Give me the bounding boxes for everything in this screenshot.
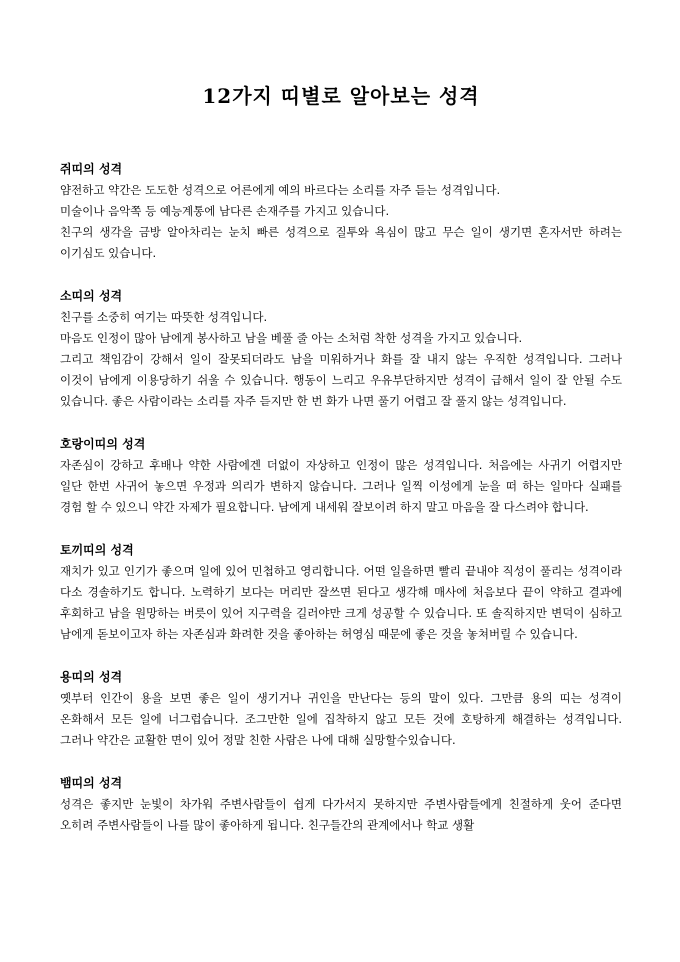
paragraph: 얌전하고 약간은 도도한 성격으로 어른에게 예의 바르다는 소리를 자주 듣는 성격입니다. [60,183,501,197]
paragraph: 재치가 있고 인기가 좋으며 일에 있어 민첩하고 영리합니다. 어떤 일을하면 빨리 끝내야 직성이 풀리는 성격이라 다소 경솔하기도 합니다. 노력하기 보다는 머리만 잘쓰면 된다고 생각해 매사에 처음보다 끝이 약하고 결과에 후회하고 남을 원망하는 버릇이 있어 지구력을 길러야만 크게 성공할 수 있습니다. 또 솔직하지만 변덕이 심하고 남에게 돋보이고자 하는 자존심과 화려한 것을 좋아하는 허영심 때문에 좋은 것을 놓쳐버릴 수 있습니다. [60,564,622,641]
section-heading: 용띠의 성격 [60,670,123,684]
document-title: 12가지 띠별로 알아보는 성격 [202,84,480,108]
section-rat [60,159,622,264]
paragraph: 그리고 책임감이 강해서 일이 잘못되더라도 남을 미워하거나 화를 잘 내지 않는 우직한 성격입니다. 그러나 이것이 남에게 이용당하기 쉬울 수 있습니다. 행동이 느리고 우유부단하지만 성격이 급해서 일이 잘 안될 수도 있습니다. 좋은 사람이라는 소리를 자주 듣지만 한 번 화가 나면 풀기 어렵고 잘 풀지 않는 성격입니다. [60,352,622,408]
section-dragon [60,667,622,751]
section-tiger [60,434,622,518]
section-snake [60,773,622,836]
section-heading: 소띠의 성격 [60,289,123,303]
paragraph: 성격은 좋지만 눈빛이 차가워 주변사람들이 쉽게 다가서지 못하지만 주변사람들에게 친절하게 웃어 준다면 오히려 주변사람들이 나를 많이 좋아하게 됩니다. 친구들간의 관계에서나 학교 생활 [60,797,622,832]
paragraph: 미술이나 음악쪽 등 예능계통에 남다른 손재주를 가지고 있습니다. [60,204,390,218]
paragraph: 친구의 생각을 금방 알아차리는 눈치 빠른 성격으로 질투와 욕심이 많고 무슨 일이 생기면 혼자서만 하려는 이기심도 있습니다. [60,225,622,260]
paragraph: 친구를 소중히 여기는 따뜻한 성격입니다. [60,310,268,324]
section-heading: 호랑이띠의 성격 [60,437,146,451]
section-heading: 쥐띠의 성격 [60,162,123,176]
section-rabbit [60,540,622,645]
document-body [60,80,622,858]
paragraph: 자존심이 강하고 후배나 약한 사람에겐 더없이 자상하고 인정이 많은 성격입니다. 처음에는 사귀기 어렵지만 일단 한번 사귀어 놓으면 우정과 의리가 변하지 않습니다. 그러나 일찍 이성에게 눈을 떠 하는 일마다 실패를 경험 할 수 있으니 약간 자제가 필요합니다. 남에게 내세워 잘보이려 하지 말고 마음을 잘 다스려야 합니다. [60,458,622,514]
paragraph: 옛부터 인간이 용을 보면 좋은 일이 생기거나 귀인을 만난다는 등의 말이 있다. 그만큼 용의 띠는 성격이 온화해서 모든 일에 너그럽습니다. 조그만한 일에 집착하지 않고 모든 것에 호탕하게 해결하는 성격입니다. 그러나 약간은 교활한 면이 있어 정말 친한 사람은 나에 대해 실망할수있습니다. [60,691,622,747]
section-heading: 토끼띠의 성격 [60,543,134,557]
section-heading: 뱀띠의 성격 [60,776,123,790]
section-ox [60,286,622,412]
paragraph: 마음도 인정이 많아 남에게 봉사하고 남을 베풀 줄 아는 소처럼 착한 성격을 가지고 있습니다. [60,331,523,345]
